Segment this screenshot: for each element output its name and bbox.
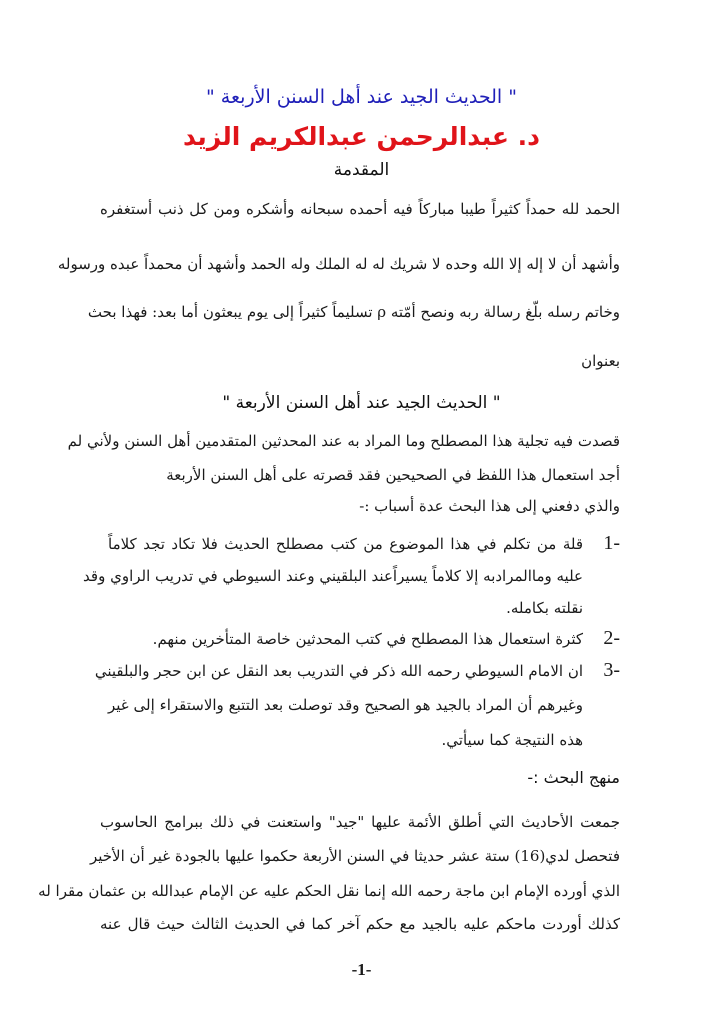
method-heading: منهج البحث :- [527,768,620,787]
document-top-title: " الحديث الجيد عند أهل السنن الأربعة " [206,86,517,108]
intro-line: وأشهد أن لا إله إلا الله وحده لا شريك له له الملك وله الحمد وأشهد أن محمداً عبده ورسوله [57,255,620,273]
reason-number: 2- [603,627,620,649]
reason-line: قلة من تكلم في هذا الموضوع من كتب مصطلح الحديث فلا تكاد تجد كلاماً [108,535,583,553]
reason-line: عليه وماالمرادبه إلا كلاماً يسيراًعند البلقيني وعند السيوطي في تدريب الراوي وقد [83,567,583,585]
page-number: -1- [351,960,372,979]
research-title: " الحديث الجيد عند أهل السنن الأربعة " [222,393,501,413]
intro-line: الحمد لله حمداً كثيراً طيبا مباركاً فيه أحمده سبحانه وأشكره ومن كل ذنب أستغفره [100,200,620,218]
method-line: جمعت الأحاديث التي أطلق الأئمة عليها "جيد" واستعنت في ذلك ببرامج الحاسوب [100,813,620,831]
intro-heading: المقدمة [333,160,390,180]
author-name: د. عبدالرحمن عبدالكريم الزيد [182,122,541,151]
purpose-line: والذي دفعني إلى هذا البحث عدة أسباب :- [359,497,620,515]
reason-number: 1- [603,532,620,554]
method-line: الذي أورده الإمام ابن ماجة رحمه الله إنما نقل الحكم عليه عن الإمام عبدالله بن عثمان مقرا له [38,882,620,900]
reason-line: كثرة استعمال هذا المصطلح في كتب المحدثين خاصة المتأخرين منهم. [152,630,583,648]
reason-line: نقلته بكامله. [506,599,583,617]
method-line: كذلك أوردت ماحكم عليه بالجيد مع حكم آخر كما في الحديث الثالث حيث قال عنه [100,915,620,933]
reason-line: ان الامام السيوطي رحمه الله ذكر في التدريب بعد النقل عن ابن حجر والبلقيني [94,662,583,680]
reason-line: وغيرهم أن المراد بالجيد هو الصحيح وقد توصلت بعد التتبع والاستقراء إلى غير [108,696,583,714]
purpose-line: قصدت فيه تجلية هذا المصطلح وما المراد به عند المحدثين المتقدمين أهل السنن ولأني لم [67,432,620,450]
reason-number: 3- [603,659,620,681]
purpose-line: أجد استعمال هذا اللفظ في الصحيحين فقد قصرته على أهل السنن الأربعة [166,466,620,484]
intro-line: بعنوان [581,352,620,370]
reason-line: هذه النتيجة كما سيأتي. [441,731,583,749]
intro-line: وخاتم رسله بلّغ رسالة ربه ونصح أمّته ρ تسليماً كثيراً إلى يوم يبعثون أما بعد: فهذا بحث [87,303,620,321]
method-line: فتحصل لدي(16) ستة عشر حديثا في السنن الأربعة حكموا عليها بالجودة غير أن الأخير [89,847,620,865]
